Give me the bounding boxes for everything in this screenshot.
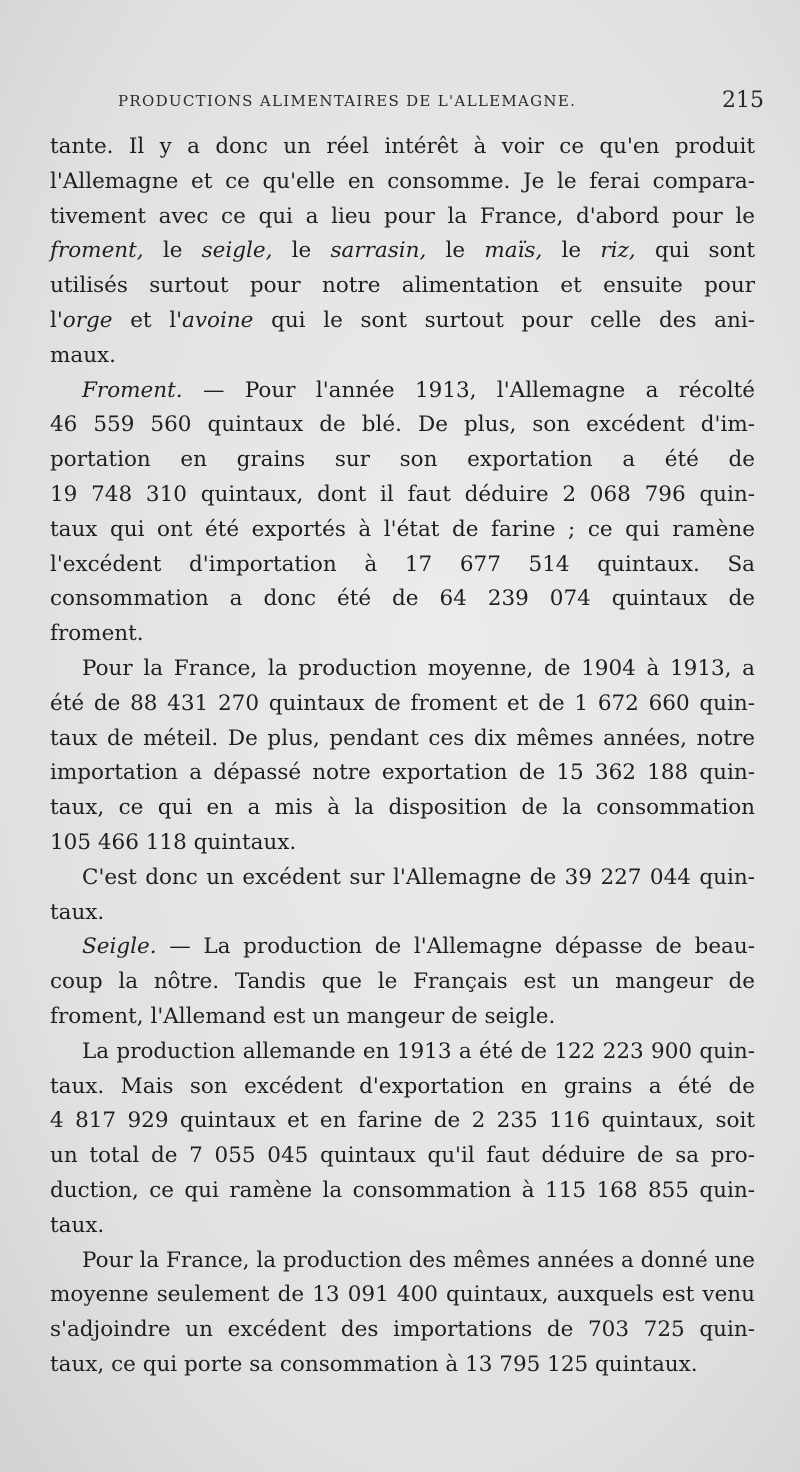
text-line: 4 817 929 quintaux et en farine de 2 235 116 quintaux, soit xyxy=(50,1108,755,1134)
paragraph-seigle xyxy=(50,930,755,1034)
text-line: taux de méteil. De plus, pendant ces dix mêmes années, notre xyxy=(50,725,755,751)
text-line: taux, ce qui porte sa consommation à 13 795 125 quintaux. xyxy=(50,1351,698,1377)
term-seigle: seigle, xyxy=(201,238,273,264)
text-line: été de 88 431 270 quintaux de froment et de 1 672 660 quin- xyxy=(50,690,755,716)
section-lead-froment: Froment. xyxy=(82,377,183,403)
term-sarrasin: sarrasin, xyxy=(330,238,427,264)
text-fragment: qui le sont surtout pour celle des ani- xyxy=(253,307,755,333)
paragraph-excedent xyxy=(50,861,755,931)
text-line: taux, ce qui en a mis à la disposition de la consommation xyxy=(50,795,755,821)
term-riz: riz, xyxy=(600,238,636,264)
text-fragment: le xyxy=(426,238,485,264)
text-line xyxy=(50,304,755,339)
running-head xyxy=(118,88,768,118)
text-fragment: le xyxy=(143,238,202,264)
text-fragment: — Pour l'année 1913, l'Allemagne a récolté xyxy=(182,377,755,403)
text-fragment: l' xyxy=(50,307,63,333)
text-line: 105 466 118 quintaux. xyxy=(50,829,297,855)
text-line: s'adjoindre un excédent des importations de 703 725 quin- xyxy=(50,1317,755,1343)
text-line: tante. Il y a donc un réel intérêt à voir ce qu'en produit xyxy=(50,134,755,159)
text-line: taux qui ont été exportés à l'état de farine ; ce qui ramène xyxy=(50,516,755,542)
text-line: 19 748 310 quintaux, dont il faut déduire 2 068 796 quin- xyxy=(50,481,755,507)
text-fragment: le xyxy=(272,238,331,264)
paragraph-intro xyxy=(50,130,755,374)
text-line: coup la nôtre. Tandis que le Français est un mangeur de xyxy=(50,969,755,995)
text-line: 46 559 560 quintaux de blé. De plus, son excédent d'im- xyxy=(50,412,755,438)
paragraph-france-seigle xyxy=(50,1244,755,1383)
text-line: Pour la France, la production moyenne, de 1904 à 1913, a xyxy=(82,655,755,681)
text-line: un total de 7 055 045 quintaux qu'il faut déduire de sa pro- xyxy=(50,1143,755,1169)
text-line: consommation a donc été de 64 239 074 quintaux de xyxy=(50,586,755,612)
text-line xyxy=(50,374,755,409)
term-avoine: avoine xyxy=(182,307,254,333)
text-fragment: le xyxy=(542,238,601,264)
term-froment: froment, xyxy=(50,238,144,264)
text-line: importation a dépassé notre exportation de 15 362 188 quin- xyxy=(50,760,755,786)
text-line xyxy=(50,234,755,269)
text-line: Pour la France, la production des mêmes années a donné une xyxy=(82,1247,755,1273)
text-line: froment. xyxy=(50,621,144,647)
text-line: moyenne seulement de 13 091 400 quintaux, auxquels est venu xyxy=(50,1282,755,1308)
term-mais: maïs, xyxy=(484,238,543,264)
text-line: utilisés surtout pour notre alimentation et ensuite pour xyxy=(50,273,755,299)
text-line: portation en grains sur son exportation a été de xyxy=(50,447,755,473)
section-lead-seigle: Seigle. xyxy=(82,934,157,960)
text-line: La production allemande en 1913 a été de 122 223 900 quin- xyxy=(82,1038,755,1064)
text-line xyxy=(50,930,755,965)
text-body xyxy=(50,130,755,1383)
text-line: maux. xyxy=(50,342,117,368)
text-line: tivement avec ce qui a lieu pour la France, d'abord pour le xyxy=(50,203,755,229)
text-line: l'excédent d'importation à 17 677 514 quintaux. Sa xyxy=(50,551,755,577)
text-fragment: et l' xyxy=(112,307,183,333)
paragraph-production-allemande xyxy=(50,1035,755,1244)
text-fragment: — La production de l'Allemagne dépasse de beau- xyxy=(156,934,755,960)
text-line: froment, l'Allemand est un mangeur de seigle. xyxy=(50,1003,556,1029)
text-line: l'Allemagne et ce qu'elle en consomme. Je le ferai compara- xyxy=(50,168,755,194)
text-line: taux. xyxy=(50,899,105,925)
text-line: duction, ce qui ramène la consommation à 115 168 855 quin- xyxy=(50,1177,755,1203)
running-title: PRODUCTIONS ALIMENTAIRES DE L'ALLEMAGNE. xyxy=(118,92,577,110)
paragraph-france-froment xyxy=(50,652,755,861)
text-fragment: qui sont xyxy=(635,238,755,264)
paragraph-froment xyxy=(50,374,755,652)
text-line: taux. Mais son excédent d'exportation en grains a été de xyxy=(50,1073,755,1099)
text-line: taux. xyxy=(50,1212,105,1238)
page-number: 215 xyxy=(722,88,764,113)
text-line: C'est donc un excédent sur l'Allemagne de 39 227 044 quin- xyxy=(82,864,755,890)
term-orge: orge xyxy=(62,307,113,333)
